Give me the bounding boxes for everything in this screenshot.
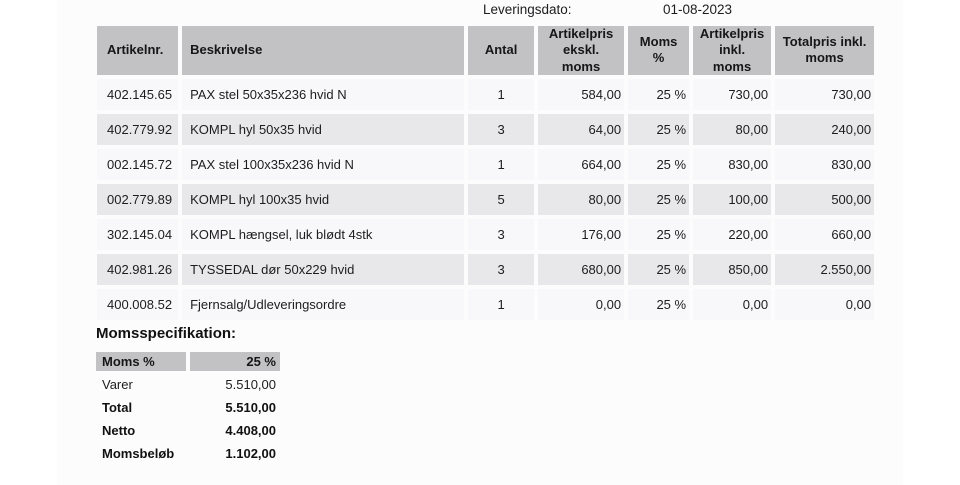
cell-artikelpris-ekskl: 664,00 bbox=[538, 149, 624, 180]
moms-row-value: 5.510,00 bbox=[225, 400, 276, 415]
cell-moms-pct: 25 % bbox=[628, 254, 689, 285]
cell-moms-pct: 25 % bbox=[628, 219, 689, 250]
cell-artikelpris-inkl: 0,00 bbox=[693, 289, 771, 320]
cell-totalpris-inkl: 660,00 bbox=[775, 219, 874, 250]
cell-totalpris-inkl: 0,00 bbox=[775, 289, 874, 320]
cell-artikelnr: 002.145.72 bbox=[97, 149, 178, 180]
cell-artikelnr: 402.145.65 bbox=[97, 79, 178, 110]
header-row bbox=[97, 26, 874, 75]
cell-totalpris-inkl: 500,00 bbox=[775, 184, 874, 215]
cell-moms-pct: 25 % bbox=[628, 289, 689, 320]
order-table-body bbox=[97, 79, 874, 320]
col-header-totalpris-inkl: Totalpris inkl. moms bbox=[775, 26, 874, 75]
col-header-artikelpris-inkl: Artikelpris inkl. moms bbox=[693, 26, 771, 75]
moms-header-value: 25 % bbox=[190, 352, 280, 371]
cell-totalpris-inkl: 2.550,00 bbox=[775, 254, 874, 285]
moms-row-netto bbox=[96, 421, 280, 440]
cell-antal: 1 bbox=[468, 289, 534, 320]
delivery-date-label: Leveringsdato: bbox=[483, 2, 572, 17]
cell-beskrivelse: Fjernsalg/Udleveringsordre bbox=[182, 289, 464, 320]
moms-table-header bbox=[96, 352, 280, 371]
moms-section-title: Momsspecifikation: bbox=[96, 325, 237, 342]
table-row bbox=[97, 114, 874, 145]
cell-artikelnr: 402.779.92 bbox=[97, 114, 178, 145]
table-row bbox=[97, 184, 874, 215]
table-row bbox=[97, 289, 874, 320]
cell-moms-pct: 25 % bbox=[628, 79, 689, 110]
cell-antal: 3 bbox=[468, 114, 534, 145]
cell-artikelnr: 400.008.52 bbox=[97, 289, 178, 320]
cell-artikelpris-inkl: 220,00 bbox=[693, 219, 771, 250]
cell-moms-pct: 25 % bbox=[628, 184, 689, 215]
cell-artikelpris-ekskl: 64,00 bbox=[538, 114, 624, 145]
cell-beskrivelse: KOMPL hængsel, luk blødt 4stk bbox=[182, 219, 464, 250]
table-row bbox=[97, 149, 874, 180]
cell-artikelnr: 402.981.26 bbox=[97, 254, 178, 285]
col-header-moms-pct: Moms % bbox=[628, 26, 689, 75]
moms-row-value: 1.102,00 bbox=[225, 446, 276, 461]
cell-artikelpris-ekskl: 584,00 bbox=[538, 79, 624, 110]
cell-artikelpris-ekskl: 0,00 bbox=[538, 289, 624, 320]
cell-antal: 3 bbox=[468, 219, 534, 250]
col-header-artikelnr: Artikelnr. bbox=[97, 26, 178, 75]
cell-artikelpris-inkl: 830,00 bbox=[693, 149, 771, 180]
table-row bbox=[97, 254, 874, 285]
cell-moms-pct: 25 % bbox=[628, 114, 689, 145]
order-table-header bbox=[97, 26, 874, 75]
cell-artikelpris-ekskl: 176,00 bbox=[538, 219, 624, 250]
cell-artikelpris-ekskl: 680,00 bbox=[538, 254, 624, 285]
moms-row-label: Momsbeløb bbox=[102, 446, 175, 461]
cell-totalpris-inkl: 240,00 bbox=[775, 114, 874, 145]
table-row bbox=[97, 79, 874, 110]
delivery-date-line bbox=[0, 2, 960, 22]
col-header-beskrivelse: Beskrivelse bbox=[182, 26, 464, 75]
cell-antal: 5 bbox=[468, 184, 534, 215]
col-header-artikelpris-ekskl: Artikelpris ekskl. moms bbox=[538, 26, 624, 75]
cell-artikelnr: 002.779.89 bbox=[97, 184, 178, 215]
cell-artikelpris-inkl: 730,00 bbox=[693, 79, 771, 110]
moms-row-label: Varer bbox=[102, 377, 133, 392]
moms-row-value: 5.510,00 bbox=[225, 377, 276, 392]
cell-artikelpris-inkl: 850,00 bbox=[693, 254, 771, 285]
cell-beskrivelse: KOMPL hyl 100x35 hvid bbox=[182, 184, 464, 215]
moms-row-varer bbox=[96, 375, 280, 394]
cell-totalpris-inkl: 830,00 bbox=[775, 149, 874, 180]
cell-artikelnr: 302.145.04 bbox=[97, 219, 178, 250]
moms-header-label: Moms % bbox=[96, 352, 186, 371]
cell-totalpris-inkl: 730,00 bbox=[775, 79, 874, 110]
moms-table bbox=[92, 348, 284, 467]
cell-beskrivelse: KOMPL hyl 50x35 hvid bbox=[182, 114, 464, 145]
cell-antal: 3 bbox=[468, 254, 534, 285]
cell-beskrivelse: PAX stel 100x35x236 hvid N bbox=[182, 149, 464, 180]
moms-table-body bbox=[96, 375, 280, 463]
order-table bbox=[93, 22, 878, 324]
moms-row-label: Netto bbox=[102, 423, 136, 438]
moms-row-value: 4.408,00 bbox=[225, 423, 276, 438]
cell-antal: 1 bbox=[468, 149, 534, 180]
cell-artikelpris-inkl: 100,00 bbox=[693, 184, 771, 215]
cell-beskrivelse: TYSSEDAL dør 50x229 hvid bbox=[182, 254, 464, 285]
cell-moms-pct: 25 % bbox=[628, 149, 689, 180]
delivery-date-value: 01-08-2023 bbox=[663, 2, 733, 17]
moms-row-total bbox=[96, 398, 280, 417]
moms-row-label: Total bbox=[102, 400, 133, 415]
col-header-antal: Antal bbox=[468, 26, 534, 75]
cell-artikelpris-ekskl: 80,00 bbox=[538, 184, 624, 215]
cell-antal: 1 bbox=[468, 79, 534, 110]
cell-artikelpris-inkl: 80,00 bbox=[693, 114, 771, 145]
moms-row-momsbeloeb bbox=[96, 444, 280, 463]
moms-header-row bbox=[96, 352, 280, 371]
cell-beskrivelse: PAX stel 50x35x236 hvid N bbox=[182, 79, 464, 110]
table-row bbox=[97, 219, 874, 250]
